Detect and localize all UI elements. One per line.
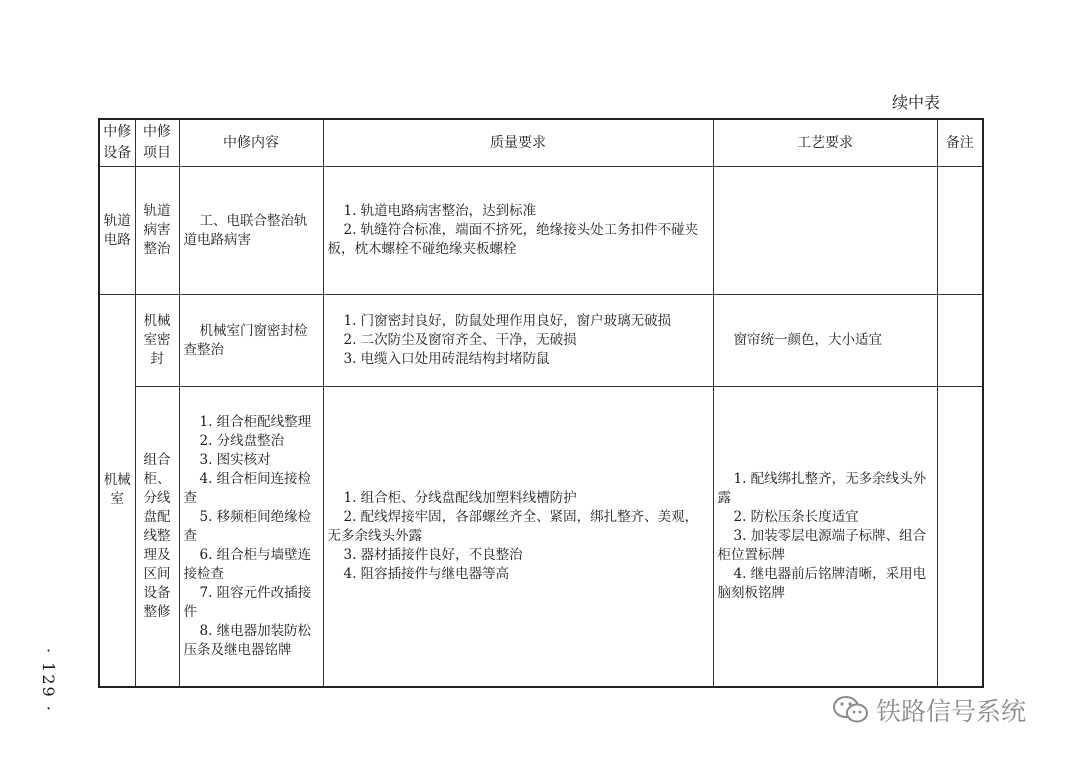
process-line: 4. 继电器前后铭牌清晰，采用电脑刻板铭牌: [717, 565, 927, 601]
content-cell: [179, 167, 323, 295]
content-line: 1. 组合柜配线整理: [199, 413, 312, 430]
process-cell: [713, 387, 937, 687]
item-cell: 机械室密封: [135, 295, 179, 387]
quality-cell: [323, 295, 713, 387]
remark-cell: [937, 387, 983, 687]
header-quality: 质量要求: [323, 119, 713, 167]
continued-label: 续中表: [892, 93, 941, 112]
quality-line: 4. 阻容插接件与继电器等高: [343, 565, 510, 582]
remark-cell: [937, 167, 983, 295]
page-number: · 129 ·: [39, 648, 58, 713]
quality-cell: [323, 387, 713, 687]
quality-line: 2. 轨缝符合标准，端面不挤死，绝缘接头处工务扣件不碰夹板，枕木螺栓不碰绝缘夹板螺栓: [327, 222, 699, 257]
process-cell: [713, 167, 937, 295]
watermark: [832, 692, 1026, 728]
wechat-icon: [832, 694, 870, 726]
quality-cell: [323, 167, 713, 295]
content-cell: [179, 387, 323, 687]
quality-line: 1. 轨道电路病害整治，达到标准: [343, 203, 537, 219]
table-row: [99, 295, 983, 387]
content-line: 3. 图实核对: [199, 451, 271, 468]
content-line: 8. 继电器加装防松压条及继电器铭牌: [183, 622, 312, 658]
quality-line: 1. 组合柜、分线盘配线加塑料线槽防护: [343, 489, 577, 506]
maintenance-table: [98, 118, 984, 688]
process-line: 2. 防松压条长度适宜: [733, 508, 859, 525]
quality-line: 2. 配线焊接牢固，各部螺丝齐全、紧固，绑扎整齐、美观，无多余线头外露: [327, 508, 699, 544]
header-content: 中修内容: [179, 119, 323, 167]
quality-line: 1. 门窗密封良好，防鼠处理作用良好，窗户玻璃无破损: [343, 313, 672, 329]
remark-cell: [937, 295, 983, 387]
content-line: 5. 移频柜间绝缘检查: [183, 508, 312, 544]
header-item: 中修项目: [135, 119, 179, 167]
process-line: 窗帘统一颜色，大小适宜: [733, 332, 882, 348]
table-header-row: [99, 119, 983, 167]
quality-line: 3. 电缆入口处用砖混结构封堵防鼠: [343, 351, 550, 367]
quality-line: 3. 器材插接件良好，不良整治: [343, 546, 523, 563]
header-equipment: 中修设备: [99, 119, 135, 167]
content-line: 6. 组合柜与墙壁连接检查: [183, 546, 312, 582]
content-line: 4. 组合柜间连接检查: [183, 470, 312, 506]
header-remark: 备注: [937, 119, 983, 167]
process-line: 1. 配线绑扎整齐，无多余线头外露: [717, 470, 927, 506]
process-cell: [713, 295, 937, 387]
watermark-text: 铁路信号系统: [876, 697, 1027, 726]
item-cell: 轨道病害整治: [135, 167, 179, 295]
item-cell: 组合柜、分线盘配线整理及区间设备整修: [135, 387, 179, 687]
content-line: 2. 分线盘整治: [199, 432, 285, 449]
table-row: [99, 387, 983, 687]
content-cell: [179, 295, 323, 387]
content-line: 7. 阻容元件改插接件: [183, 584, 312, 620]
equipment-cell: 机械室: [99, 295, 135, 687]
table-row: [99, 167, 983, 295]
header-process: 工艺要求: [713, 119, 937, 167]
quality-line: 2. 二次防尘及窗帘齐全、干净，无破损: [343, 332, 577, 348]
equipment-cell: 轨道电路: [99, 167, 135, 295]
content-text: 机械室门窗密封检查整治: [183, 322, 308, 358]
process-line: 3. 加装零层电源端子标牌、组合柜位置标牌: [717, 527, 927, 563]
content-text: 工、电联合整治轨道电路病害: [183, 212, 308, 248]
